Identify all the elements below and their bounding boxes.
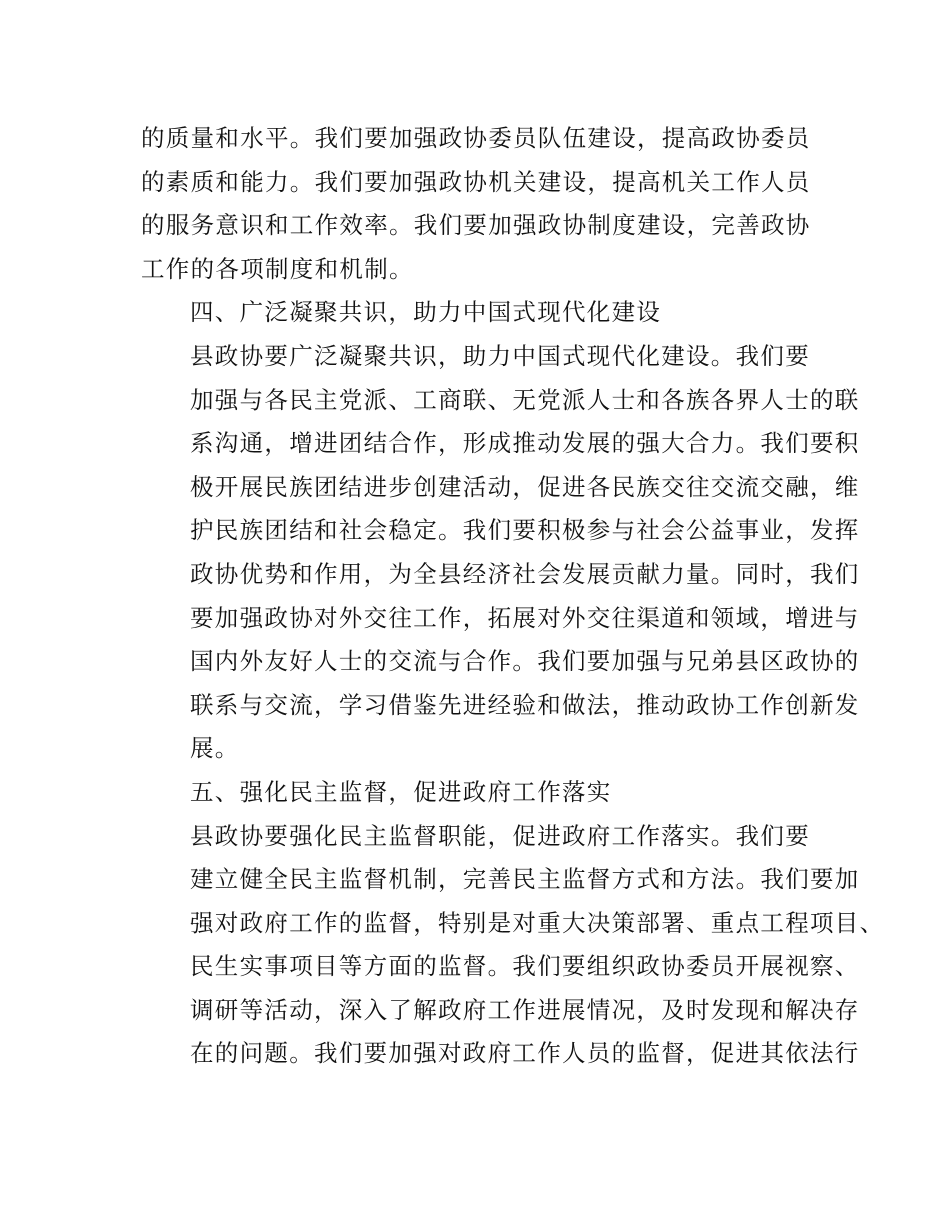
text-line: 工作的各项制度和机制。 bbox=[141, 254, 414, 283]
text-line: 的素质和能力。我们要加强政协机关建设，提高机关工作人员 bbox=[141, 167, 811, 196]
text-line: 强对政府工作的监督，特别是对重大决策部署、重点工程项目、 bbox=[190, 908, 885, 937]
text-line: 护民族团结和社会稳定。我们要积极参与社会公益事业，发挥 bbox=[190, 516, 860, 545]
text-line: 要加强政协对外交往工作，拓展对外交往渠道和领域，增进与 bbox=[190, 603, 860, 632]
heading-line: 四、广泛凝聚共识，助力中国式现代化建设 bbox=[190, 298, 662, 327]
text-line: 展。 bbox=[190, 734, 240, 763]
section-heading bbox=[141, 771, 821, 815]
text-line: 加强与各民主党派、工商联、无党派人士和各族各界人士的联 bbox=[190, 385, 860, 414]
body-paragraph bbox=[141, 335, 860, 771]
text-line: 联系与交流，学习借鉴先进经验和做法，推动政协工作创新发 bbox=[190, 690, 860, 719]
text-line: 建立健全民主监督机制，完善民主监督方式和方法。我们要加 bbox=[190, 865, 860, 894]
document-body bbox=[141, 117, 885, 1076]
text-line: 县政协要强化民主监督职能，促进政府工作落实。我们要 bbox=[190, 821, 810, 850]
body-paragraph bbox=[141, 117, 821, 291]
text-line: 的质量和水平。我们要加强政协委员队伍建设，提高政协委员 bbox=[141, 124, 811, 152]
heading-line: 五、强化民主监督，促进政府工作落实 bbox=[190, 777, 612, 806]
text-line: 政协优势和作用，为全县经济社会发展贡献力量。同时，我们 bbox=[190, 559, 860, 588]
section-heading bbox=[141, 291, 821, 335]
text-line: 在的问题。我们要加强对政府工作人员的监督，促进其依法行 bbox=[190, 1039, 860, 1068]
text-line: 系沟通，增进团结合作，形成推动发展的强大合力。我们要积 bbox=[190, 429, 860, 458]
text-line: 调研等活动，深入了解政府工作进展情况，及时发现和解决存 bbox=[190, 995, 860, 1024]
text-line: 县政协要广泛凝聚共识，助力中国式现代化建设。我们要 bbox=[190, 341, 810, 370]
text-line: 极开展民族团结进步创建活动，促进各民族交往交流交融，维 bbox=[190, 472, 860, 501]
body-paragraph bbox=[141, 815, 885, 1077]
text-line: 的服务意识和工作效率。我们要加强政协制度建设，完善政协 bbox=[141, 211, 811, 240]
text-line: 国内外友好人士的交流与合作。我们要加强与兄弟县区政协的 bbox=[190, 647, 860, 676]
text-line: 民生实事项目等方面的监督。我们要组织政协委员开展视察、 bbox=[190, 952, 860, 981]
